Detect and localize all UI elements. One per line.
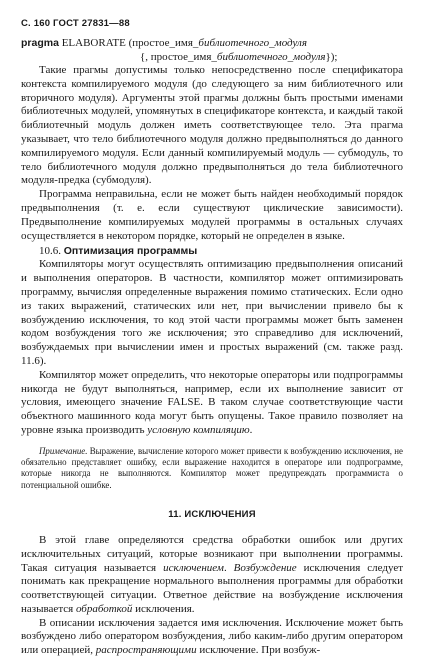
text-run: исключения следует понимать как прекращение нормального выполнения программы для обработки соответствующей ситуации. Ответное действие на возбуждение исключения называется [21,561,404,615]
pragma-keyword: pragma [21,37,59,49]
note [21,446,403,491]
emphasis: условную компиляцию [147,423,250,436]
text-run: . [223,561,234,574]
emphasis: обработкой [75,602,133,615]
text-run: В описании исключения задается имя исключения. Исключение может быть возбуждено либо оператором возбуждения, либо каким-либо другим оператором или операцией, [21,616,403,657]
paragraph-exceptions-intro [21,534,403,617]
pragma-elaborate-syntax [21,36,403,64]
emphasis: исключением [163,561,224,574]
text-run: Компилятор может определить, что некоторые операторы или подпрограммы никогда не будут выполняться, например, если их выполнение зависит от условия, имеющего значение FALSE. В таком случае соответствующие части объектного машинного кода могут быть опущены. Такое правило позволяет на уровне языка производить [21,368,403,436]
note-text: Выражение, вычисление которого может привести к возбуждению исключения, не обязательно представляет ошибку, если выражение находится в операторе или подпрограмме, которые никогда не выполняются. Компилятор может предупреждать программиста о потенциальной ошибке. [21,445,403,490]
section-number: 10.6. [39,245,61,258]
pragma-param: библиотечного_модуля [198,37,307,49]
paragraph-elaboration-order: Программа неправильна, если не может быть найден необходимый порядок предвыполнения (т. е. если существуют циклические зависимости). Предвыполнение компилируемых модулей программы в остальных случаях осуществляется в некотором порядке, который не определен в языке. [21,188,403,242]
paragraph-optimization: Компиляторы могут осуществлять оптимизацию предвыполнения описаний и выполнения операторов. В частности, компилятор может оптимизировать программу, вычисляя определенные выражения помимо статических. Если одно из таких выражений, статических или нет, при вычислении привело бы к возбуждению исключения, то код этой части программы может быть заменен кодом возбуждения того же исключения; это справедливо для исключений, возбуждаемых при вычислении имен и простых выражений (см. также разд. 11.6). [21,258,403,367]
pragma-line-1 [21,36,403,50]
page-header: С. 160 ГОСТ 27831—88 [21,18,130,29]
pragma-text: {, простое_имя_ [140,51,217,63]
paragraph-exception-declaration [21,617,403,658]
emphasis: распространяющими [95,644,197,657]
pragma-line-2 [21,50,403,64]
text-run: . [249,423,253,436]
paragraph-pragma-rules: Такие прагмы допустимы только непосредственно после спецификатора контекста компилируемого модуля (до следующего за ним библиотечного или вторичного модуля). Аргументы этой прагмы должны быть простыми именами библиотечных модулей, упомянутых в спецификаторе контекста, и каждый такой библиотечный модуль должен иметь соответствующее тело. Эта прагма указывает, что тело библиотечного модуля должно предвыполняться до данного компилируемого модуля. Если данный компилируемый модуль — субмодуль, то тело библиотечного модуля должно предвыполняться до тела библиотечного модуля-предка (субмодуля). [21,64,403,187]
text-run: исключения. [132,602,195,615]
note-label: Примечание. [39,445,88,456]
pragma-param: библиотечного_модуля [216,51,326,63]
paragraph-conditional-compilation [21,369,403,438]
emphasis: Возбуждение [233,561,297,574]
section-title: Оптимизация программы [63,245,198,258]
chapter-title: 11. ИСКЛЮЧЕНИЯ [168,508,256,520]
text-run: исключение. При возбуж- [196,644,321,657]
pragma-text: ELABORATE (простое_имя_ [58,37,199,49]
pragma-text: }); [325,51,338,63]
document-page [21,18,403,658]
text-run: В этой главе определяются средства обработки ошибок или других исключительных ситуаций, которые возникают при выполнении программы. Такая ситуация называется [21,533,403,574]
section-heading [39,244,403,258]
